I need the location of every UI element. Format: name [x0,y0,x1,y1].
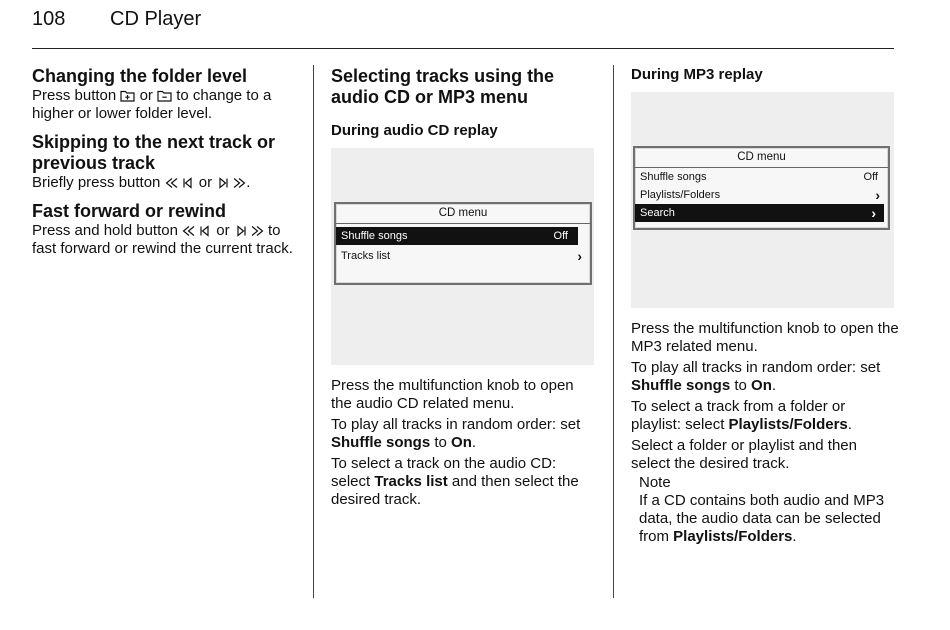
text: or [198,174,213,191]
skip-back-icon [182,225,212,237]
mp3-menu-screen [631,92,894,308]
text: or [139,87,153,104]
text: to [434,434,447,451]
text: To play all tracks in random order: set [331,416,581,433]
text: Press and hold button [32,222,178,239]
menu-item-shuffle-songs[interactable] [336,227,578,245]
paragraph: Press the multifunction knob to open the audio CD related menu. [331,377,574,412]
paragraph: Press the multifunction knob to open the MP3 related menu. [631,320,899,355]
page-number: 108 [32,8,66,30]
chevron-right-icon: › [871,205,876,221]
text: Briefly press button [32,174,161,191]
section-heading: Selecting tracks using the audio CD or MP3 menu [331,66,555,107]
section-heading: Skipping to the next track or previous track [32,132,276,173]
note-title: Note [639,474,671,491]
column-divider-1 [313,65,314,598]
menu-title: CD menu [635,148,888,168]
folder-up-icon [120,89,135,102]
menu-item-playlists-folders[interactable] [635,186,888,204]
note-box [639,474,899,546]
text: . [771,377,777,394]
text: to fast forward or rewind the current track. [32,222,293,257]
text: or [216,222,230,239]
chevron-right-icon: › [875,187,880,203]
text: To select a track on the audio CD: select [331,455,557,490]
paragraph: Select a folder or playlist and then select the desired track. [631,437,857,472]
column-2 [331,66,597,509]
menu-item-label: Shuffle songs [341,230,408,242]
paragraph [631,359,899,395]
cd-menu-screen [331,148,594,365]
chevron-right-icon: › [577,248,582,264]
text: . [792,528,797,545]
menu-item-shuffle-songs[interactable] [635,168,888,186]
text-bold: On [751,377,772,394]
section-heading: Changing the folder level [32,66,248,86]
text-bold: Playlists/Folders [728,416,848,433]
menu-item-label: Tracks list [341,250,391,262]
folder-down-icon [157,89,172,102]
text-bold: Playlists/Folders [673,528,793,545]
paragraph [331,455,597,509]
skip-forward-icon [234,225,264,237]
menu-title: CD menu [336,204,590,224]
paragraph [331,416,597,452]
text: If a CD contains both audio and MP3 data, the audio data can be selected from [639,492,885,545]
menu-item-label: Shuffle songs [640,171,707,183]
column-divider-2 [613,65,614,598]
paragraph: Briefly press button or . [32,174,251,191]
text: To select a track from a folder or playlist: select [631,398,846,433]
text: . [847,416,852,433]
menu-item-label: Search [640,207,675,219]
cd-menu [334,202,592,285]
skip-back-icon [165,177,195,189]
text: and then select the desired track. [331,473,579,508]
note-text [639,492,899,546]
paragraph [32,87,300,123]
text-bold: Shuffle songs [331,434,431,451]
menu-item-value: Off [863,171,878,183]
text: To play all tracks in random order: set [631,359,881,376]
text: . [471,434,477,451]
text-bold: Shuffle songs [631,377,731,394]
text-bold: Tracks list [374,473,448,490]
paragraph [631,398,899,434]
paragraph [32,222,300,258]
header-divider [32,48,894,49]
subheading: During MP3 replay [631,66,763,83]
menu-item-value: Off [553,230,568,242]
column-3 [631,66,899,546]
subheading: During audio CD replay [331,122,498,139]
skip-forward-icon [216,177,246,189]
text: to change to a higher or lower folder level. [32,87,272,122]
menu-item-label: Playlists/Folders [640,189,721,201]
menu-item-tracks-list[interactable] [336,247,590,265]
mp3-menu [633,146,890,230]
text-bold: On [451,434,472,451]
column-1 [32,66,300,258]
text: to [734,377,747,394]
text: Press button [32,87,117,104]
section-heading: Fast forward or rewind [32,201,227,221]
page-title: CD Player [110,8,202,30]
menu-item-search[interactable] [635,204,884,222]
